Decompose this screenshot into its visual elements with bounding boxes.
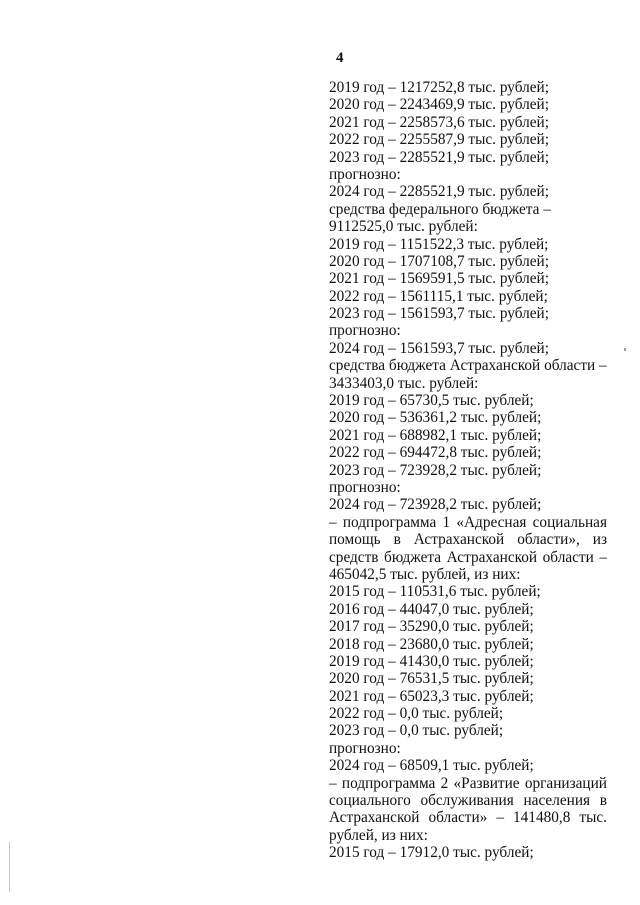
text-line: прогнозно: bbox=[329, 165, 401, 183]
text-line: 2023 год – 1561593,7 тыс. рублей; bbox=[329, 305, 549, 323]
text-line: рублей, из них: bbox=[329, 826, 428, 844]
text-line: 2021 год – 65023,3 тыс. рублей; bbox=[329, 687, 534, 705]
text-line: 2024 год – 2285521,9 тыс. рублей; bbox=[329, 183, 549, 201]
text-line: 465042,5 тыс. рублей, из них: bbox=[329, 565, 521, 583]
text-line: 2024 год – 723928,2 тыс. рублей; bbox=[329, 496, 542, 514]
text-line: Астраханской области» – 141480,8 тыс. bbox=[329, 809, 607, 827]
scan-artifact bbox=[624, 348, 626, 351]
text-line: 2020 год – 2243469,9 тыс. рублей; bbox=[329, 96, 549, 114]
text-line: 2020 год – 536361,2 тыс. рублей; bbox=[329, 409, 542, 427]
text-line: 2022 год – 2255587,9 тыс. рублей; bbox=[329, 131, 549, 149]
text-line: 2020 год – 1707108,7 тыс. рублей; bbox=[329, 252, 549, 270]
text-line: 2015 год – 110531,6 тыс. рублей; bbox=[329, 583, 541, 601]
text-line: 2019 год – 65730,5 тыс. рублей; bbox=[329, 392, 534, 410]
text-line: – подпрограмма 2 «Развитие организаций bbox=[329, 774, 607, 792]
text-line: средств бюджета Астраханской области – bbox=[329, 548, 607, 566]
text-line: 2021 год – 688982,1 тыс. рублей; bbox=[329, 426, 542, 444]
text-line: 3433403,0 тыс. рублей: bbox=[329, 374, 479, 392]
text-line: 2021 год – 1569591,5 тыс. рублей; bbox=[329, 270, 549, 288]
text-line: прогнозно: bbox=[329, 739, 401, 757]
text-line: социального обслуживания населения в bbox=[329, 792, 607, 810]
scan-artifact bbox=[9, 842, 10, 892]
text-line: 2019 год – 1151522,3 тыс. рублей; bbox=[329, 235, 549, 253]
document-body bbox=[329, 79, 607, 862]
text-line: 2023 год – 2285521,9 тыс. рублей; bbox=[329, 148, 549, 166]
text-line: 2022 год – 694472,8 тыс. рублей; bbox=[329, 444, 542, 462]
text-line: 2022 год – 1561115,1 тыс. рублей; bbox=[329, 287, 548, 305]
text-line: 2019 год – 41430,0 тыс. рублей; bbox=[329, 652, 534, 670]
text-line: 2015 год – 17912,0 тыс. рублей; bbox=[329, 844, 534, 862]
text-line: прогнозно: bbox=[329, 322, 401, 340]
text-line: 2024 год – 68509,1 тыс. рублей; bbox=[329, 757, 534, 775]
text-line: помощь в Астраханской области», из bbox=[329, 531, 607, 549]
text-line: 2022 год – 0,0 тыс. рублей; bbox=[329, 705, 504, 723]
text-line: средства федерального бюджета – bbox=[329, 200, 551, 218]
text-line: – подпрограмма 1 «Адресная социальная bbox=[329, 513, 607, 531]
page-number: 4 bbox=[336, 50, 344, 66]
text-line: 2021 год – 2258573,6 тыс. рублей; bbox=[329, 113, 549, 131]
text-line: 2024 год – 1561593,7 тыс. рублей; bbox=[329, 339, 549, 357]
text-line: 2018 год – 23680,0 тыс. рублей; bbox=[329, 635, 534, 653]
text-line: 2020 год – 76531,5 тыс. рублей; bbox=[329, 670, 534, 688]
text-line: 2017 год – 35290,0 тыс. рублей; bbox=[329, 618, 534, 636]
text-line: прогнозно: bbox=[329, 478, 401, 496]
text-line: 9112525,0 тыс. рублей: bbox=[329, 218, 478, 236]
text-line: 2023 год – 723928,2 тыс. рублей; bbox=[329, 461, 542, 479]
text-line: средства бюджета Астраханской области – bbox=[329, 357, 607, 375]
text-line: 2016 год – 44047,0 тыс. рублей; bbox=[329, 600, 534, 618]
text-line: 2019 год – 1217252,8 тыс. рублей; bbox=[329, 79, 549, 96]
text-line: 2023 год – 0,0 тыс. рублей; bbox=[329, 722, 504, 740]
